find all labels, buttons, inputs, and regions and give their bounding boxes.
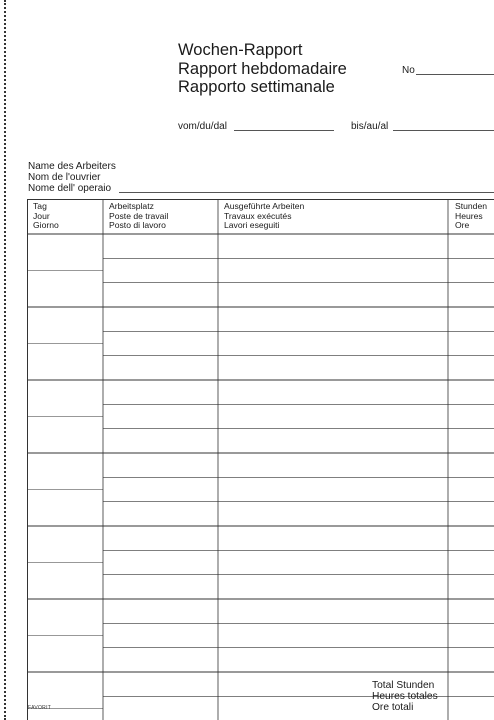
total-hours-label bbox=[372, 680, 438, 713]
date-to-label: bis/au/al bbox=[351, 121, 389, 132]
header-line: Arbeitsplatz bbox=[109, 201, 154, 211]
date-from-field[interactable] bbox=[234, 130, 334, 131]
total-line: Heures totales bbox=[372, 691, 438, 702]
column-header-hours bbox=[455, 202, 487, 231]
header-line: Travaux exécutés bbox=[224, 210, 292, 221]
header-line: Jour bbox=[33, 210, 50, 221]
total-line: Ore totali bbox=[372, 702, 414, 713]
worker-label-italian: Nome dell' operaio bbox=[28, 183, 112, 194]
header-line: Tag bbox=[33, 201, 47, 211]
perforation-edge bbox=[4, 0, 6, 720]
column-header-day bbox=[33, 202, 59, 231]
worker-name-field[interactable] bbox=[119, 192, 494, 193]
number-field[interactable] bbox=[416, 74, 494, 75]
number-label: No bbox=[402, 65, 415, 76]
header-line: Stunden bbox=[455, 201, 488, 211]
header-line: Giorno bbox=[33, 220, 59, 231]
table-grid-lines bbox=[27, 199, 494, 720]
header-line: Lavori eseguiti bbox=[224, 220, 280, 231]
header-line: Posto di lavoro bbox=[109, 220, 166, 231]
header-line: Ausgeführte Arbeiten bbox=[224, 201, 305, 211]
worker-label-french: Nom de l'ouvrier bbox=[28, 172, 101, 183]
worker-label-german: Name des Arbeiters bbox=[28, 161, 116, 172]
title-german: Wochen-Rapport bbox=[178, 41, 303, 59]
total-line: Total Stunden bbox=[372, 680, 435, 691]
date-to-field[interactable] bbox=[393, 130, 494, 131]
header-line: Poste de travail bbox=[109, 210, 169, 221]
column-header-workplace bbox=[109, 202, 168, 231]
brand-mark: FAVORIT bbox=[28, 705, 52, 711]
header-line: Ore bbox=[455, 220, 470, 231]
date-from-label: vom/du/dal bbox=[178, 121, 227, 132]
column-header-work-done bbox=[224, 202, 304, 231]
timesheet-table bbox=[27, 199, 494, 720]
header-line: Heures bbox=[455, 210, 483, 221]
title-french: Rapport hebdomadaire bbox=[178, 60, 347, 78]
title-italian: Rapporto settimanale bbox=[178, 78, 335, 96]
